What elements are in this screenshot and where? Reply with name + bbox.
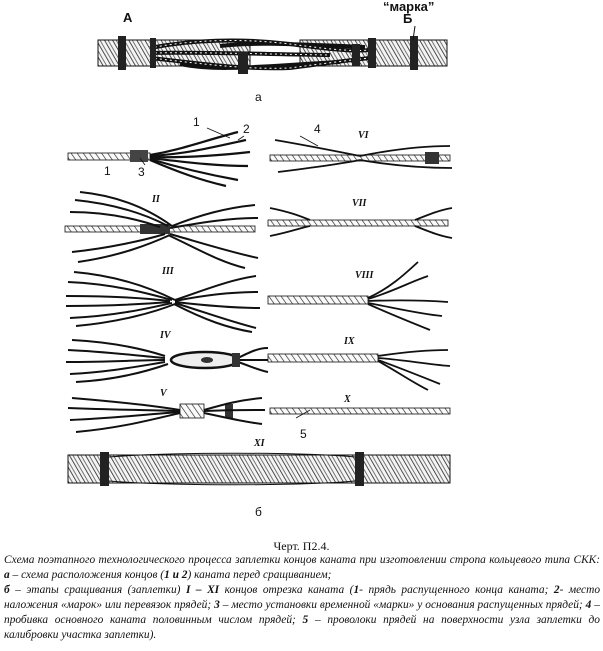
label-A: А	[123, 10, 133, 25]
stage-label-III: III	[162, 266, 174, 277]
mark-band	[118, 36, 126, 70]
stage-5	[68, 398, 265, 432]
caption-b-letter: б	[4, 584, 10, 596]
stage-10	[270, 408, 450, 418]
caption-paragraph-b	[4, 583, 600, 643]
caption-d5: – проволоки прядей на поверхности узла заплетки до калибровки участка заплетки).	[4, 614, 600, 641]
stage-3	[66, 272, 260, 332]
stage-label-XI: XI	[254, 438, 265, 449]
stage-label-II: II	[152, 194, 160, 205]
label-mark: “марка”	[383, 0, 435, 14]
caption-a-text: – схема расположения концов (	[9, 569, 165, 581]
stage-numerals	[151, 130, 374, 449]
caption-a-letter: а	[4, 569, 10, 581]
figure-title: Черт. П2.4.	[273, 539, 330, 553]
stage-label-VII: VII	[352, 198, 367, 209]
caption-d2: - место наложения «марок» или перевязок прядей;	[4, 584, 601, 611]
callout-1: 1	[104, 164, 111, 178]
caption-a-end: ) каната перед сращиванием;	[187, 569, 332, 581]
unlaid-strands	[150, 132, 250, 186]
figure-a	[98, 0, 447, 104]
stage-4	[66, 340, 268, 382]
label-B: Б	[403, 11, 413, 26]
caption-n2: 2	[553, 584, 560, 596]
stage-label-X: X	[344, 394, 351, 405]
figure-b	[65, 115, 452, 486]
stage-6	[270, 136, 452, 172]
callout-2: 2	[243, 122, 250, 136]
callout-5: 5	[300, 427, 307, 441]
caption-d3: – место установки временной «марки» у основания распущенных прядей;	[219, 599, 586, 611]
stage-1	[68, 128, 250, 186]
stage-label-VI: VI	[358, 130, 369, 141]
caption-b-text2: концов отрезка каната (	[219, 584, 354, 596]
caption-n3: 3	[214, 599, 220, 611]
callout-4: 4	[314, 122, 321, 136]
mark-band	[410, 36, 418, 70]
mark-band	[238, 52, 248, 74]
caption-b-text: – этапы сращивания (заплетки)	[9, 584, 186, 596]
stage-label-IV: IV	[160, 330, 171, 341]
temporary-mark	[130, 150, 148, 162]
mark-band	[352, 44, 360, 66]
caption-d4: – пробивка основного каната половинным числом прядей;	[4, 599, 601, 626]
caption-b-range: I – XI	[185, 584, 220, 596]
stage-11	[68, 452, 450, 486]
caption-paragraph	[4, 553, 600, 583]
caption-n4: 4	[585, 599, 592, 611]
stage-2	[65, 192, 258, 268]
caption-a-ends: 1 и 2	[164, 569, 188, 581]
caption-d1: - прядь распущенного конца каната;	[359, 584, 554, 596]
callout-1-top: 1	[193, 115, 200, 129]
stage-7	[268, 208, 452, 238]
stage-label-IX: IX	[344, 336, 355, 347]
stage-9	[268, 350, 450, 390]
stage-label-VIII: VIII	[355, 270, 374, 281]
mark-band	[368, 38, 376, 68]
sublabel-a: а	[255, 90, 262, 104]
caption-n5: 5	[302, 614, 309, 626]
figure-caption	[4, 553, 600, 643]
mark-band	[150, 38, 156, 68]
stage-label-V: V	[160, 388, 167, 399]
callout-3: 3	[138, 165, 145, 179]
caption-n1: 1	[353, 584, 360, 596]
caption-line1: Схема поэтапного технологического процесса заплетки концов каната при изготовлении стропа кольцевого типа СКК:	[4, 554, 600, 566]
sublabel-b: б	[255, 505, 262, 519]
